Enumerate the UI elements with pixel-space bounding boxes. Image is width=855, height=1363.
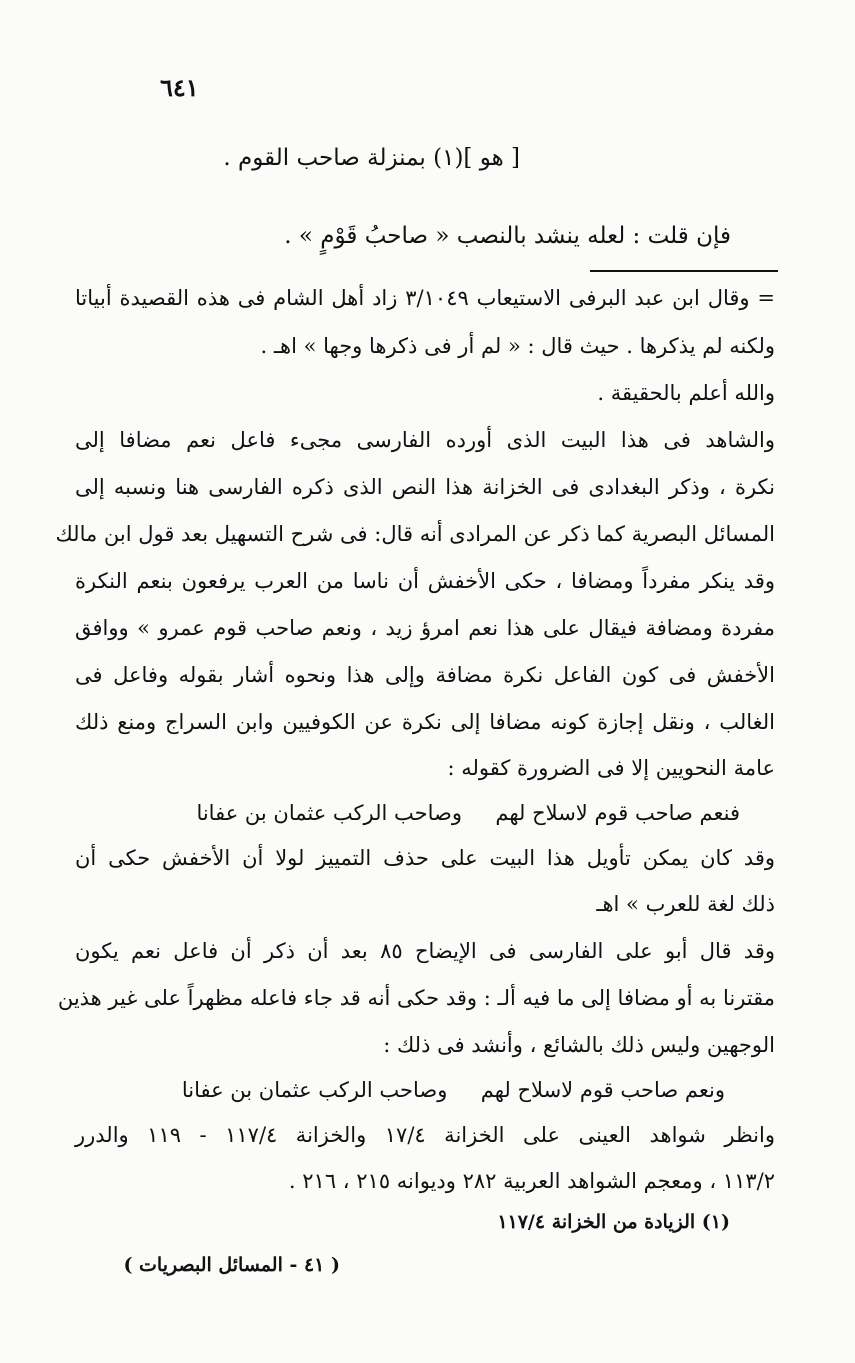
footnote-line: ولكنه لم يذكرها . حيث قال : « لم أر فى ذكرها وجها » اهـ . — [260, 334, 775, 358]
footnote-line: الأخفش فى كون الفاعل نكرة مضافة وإلى هذا ونحوه أشار بقوله وفاعل فى — [75, 663, 775, 687]
footnote-line: المسائل البصرية كما ذكر عن المرادى أنه قال: فى شرح التسهيل بعد قول ابن مالك — [55, 522, 775, 546]
footnote-line: مقترنا به أو مضافا إلى ما فيه ألـ : وقد حكى أنه قد جاء فاعله مظهراً على غير هذين — [57, 986, 775, 1010]
footnote-number-1: (١) الزيادة من الخزانة ١١٧/٤ — [497, 1211, 730, 1233]
page-number: ٦٤١ — [160, 73, 199, 102]
main-text-line-2: فإن قلت : لعله ينشد بالنصب « صاحبُ قَوْمٍ » . — [284, 223, 731, 249]
footnote-line: ١١٣/٢ ، ومعجم الشواهد العربية ٢٨٢ وديوانه ٢١٥ ، ٢١٦ . — [288, 1169, 775, 1193]
footnote-line: وانظر شواهد العينى على الخزانة ١٧/٤ والخزانة ١١٧/٤ - ١١٩ والدرر — [75, 1123, 775, 1147]
footnote-line: = وقال ابن عبد البرفى الاستيعاب ٣/١٠٤٩ زاد أهل الشام فى هذه القصيدة أبياتا — [75, 286, 776, 310]
footnote-line: الوجهين وليس ذلك بالشائع ، وأنشد فى ذلك : — [383, 1033, 775, 1057]
main-text-line-1: [ هو ](١) بمنزلة صاحب القوم . — [223, 145, 520, 171]
signature-mark: ( ٤١ - المسائل البصريات ) — [123, 1254, 340, 1276]
footnote-separator — [590, 270, 778, 272]
footnote-line: نكرة ، وذكر البغدادى فى الخزانة هذا النص الذى ذكره الفارسى هنا ونسبه إلى — [75, 475, 775, 499]
footnote-line: وقد قال أبو على الفارسى فى الإيضاح ٨٥ بعد أن ذكر أن فاعل نعم يكون — [75, 939, 775, 963]
verse-line: فنعم صاحب قوم لاسلاح لهم وصاحب الركب عثمان بن عفانا — [196, 801, 740, 825]
verse-line: ونعم صاحب قوم لاسلاح لهم وصاحب الركب عثمان بن عفانا — [181, 1078, 725, 1102]
footnote-line: وقد كان يمكن تأويل هذا البيت على حذف التمييز لولا أن الأخفش حكى أن — [75, 846, 775, 870]
footnote-line: الغالب ، ونقل إجازة كونه مضافا إلى نكرة عن الكوفيين وابن السراج ومنع ذلك — [75, 710, 775, 734]
footnote-line: مفردة ومضافة فيقال على هذا نعم امرؤ زيد ، ونعم صاحب قوم عمرو » ووافق — [75, 616, 775, 640]
footnote-line: والله أعلم بالحقيقة . — [597, 381, 775, 405]
footnote-line: وقد ينكر مفرداً ومضافا ، حكى الأخفش أن ناسا من العرب يرفعون بنعم النكرة — [75, 569, 775, 593]
footnote-line: ذلك لغة للعرب » اهـ — [596, 892, 775, 916]
footnote-line: عامة النحويين إلا فى الضرورة كقوله : — [447, 756, 775, 780]
footnote-line: والشاهد فى هذا البيت الذى أورده الفارسى مجىء فاعل نعم مضافا إلى — [75, 428, 775, 452]
